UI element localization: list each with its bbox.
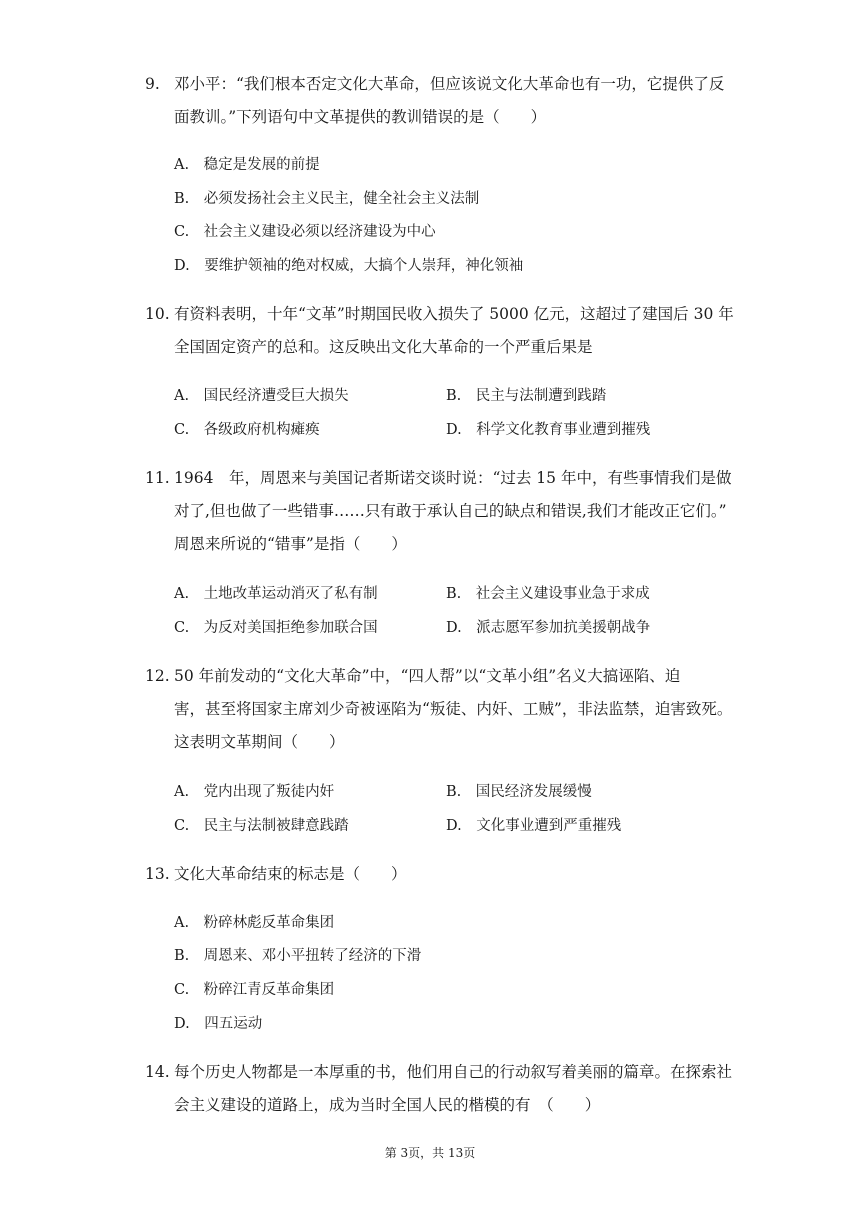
question-text-line: 害，甚至将国家主席刘少奇被诬陷为“叛徒、内奸、工贼”，非法监禁，迫害致死。 <box>174 700 733 718</box>
question-number: 12. <box>145 667 170 685</box>
option-d: D. 四五运动 <box>174 1016 263 1032</box>
question-text-line: 每个历史人物都是一本厚重的书，他们用自己的行动叙写着美丽的篇章。在探索社 <box>174 1063 733 1081</box>
option-a: A. 党内出现了叛徒内奸 <box>174 784 335 800</box>
option-b: B. 必须发扬社会主义民主，健全社会主义法制 <box>174 191 480 207</box>
question-number: 11. <box>145 469 170 487</box>
option-c: C. 为反对美国拒绝参加联合国 <box>174 620 378 636</box>
option-b: B. 国民经济发展缓慢 <box>446 784 592 800</box>
question-text-line: 有资料表明，十年“文革”时期国民收入损失了 5000 亿元，这超过了建国后 30 年 <box>174 305 734 323</box>
question-text-line: 周恩来所说的“错事”是指（ ） <box>174 535 407 553</box>
question-text-line: 对了,但也做了一些错事……只有敢于承认自己的缺点和错误,我们才能改正它们。” <box>174 502 727 520</box>
option-a: A. 土地改革运动消灭了私有制 <box>174 586 378 602</box>
option-a: A. 稳定是发展的前提 <box>174 157 320 173</box>
option-c: C. 粉碎江青反革命集团 <box>174 982 335 998</box>
question-number: 13. <box>145 865 170 883</box>
option-c: C. 各级政府机构瘫痪 <box>174 422 320 438</box>
option-b: B. 周恩来、邓小平扭转了经济的下滑 <box>174 948 422 964</box>
option-b: B. 民主与法制遭到践踏 <box>446 388 607 404</box>
option-c: C. 民主与法制被肆意践踏 <box>174 818 349 834</box>
option-c: C. 社会主义建设必须以经济建设为中心 <box>174 224 436 240</box>
question-text-line: 文化大革命结束的标志是（ ） <box>174 865 407 883</box>
option-d: D. 派志愿军参加抗美援朝战争 <box>446 620 651 636</box>
question-text-line: 1964 年，周恩来与美国记者斯诺交谈时说：“过去 15 年中，有些事情我们是做 <box>174 469 732 487</box>
question-text-line: 这表明文革期间（ ） <box>174 733 345 751</box>
question-number: 10. <box>145 305 170 323</box>
option-d: D. 科学文化教育事业遭到摧残 <box>446 422 651 438</box>
page-footer: 第 3页，共 13页 <box>384 1146 476 1160</box>
question-text-line: 面教训。”下列语句中文革提供的教训错误的是（ ） <box>174 108 547 126</box>
option-d: D. 文化事业遭到严重摧残 <box>446 818 622 834</box>
question-number: 9. <box>145 75 160 93</box>
question-text-line: 全国固定资产的总和。这反映出文化大革命的一个严重后果是 <box>174 338 593 356</box>
option-d: D. 要维护领袖的绝对权威，大搞个人崇拜，神化领袖 <box>174 258 524 274</box>
option-b: B. 社会主义建设事业急于求成 <box>446 586 650 602</box>
question-text-line: 会主义建设的道路上，成为当时全国人民的楷模的有 （ ） <box>174 1096 601 1114</box>
question-text-line: 50 年前发动的“文化大革命”中，“四人帮”以“文革小组”名义大搞诬陷、迫 <box>174 667 681 685</box>
option-a: A. 国民经济遭受巨大损失 <box>174 388 349 404</box>
question-number: 14. <box>145 1063 170 1081</box>
question-text-line: 邓小平：“我们根本否定文化大革命，但应该说文化大革命也有一功，它提供了反 <box>174 75 725 93</box>
option-a: A. 粉碎林彪反革命集团 <box>174 915 335 931</box>
